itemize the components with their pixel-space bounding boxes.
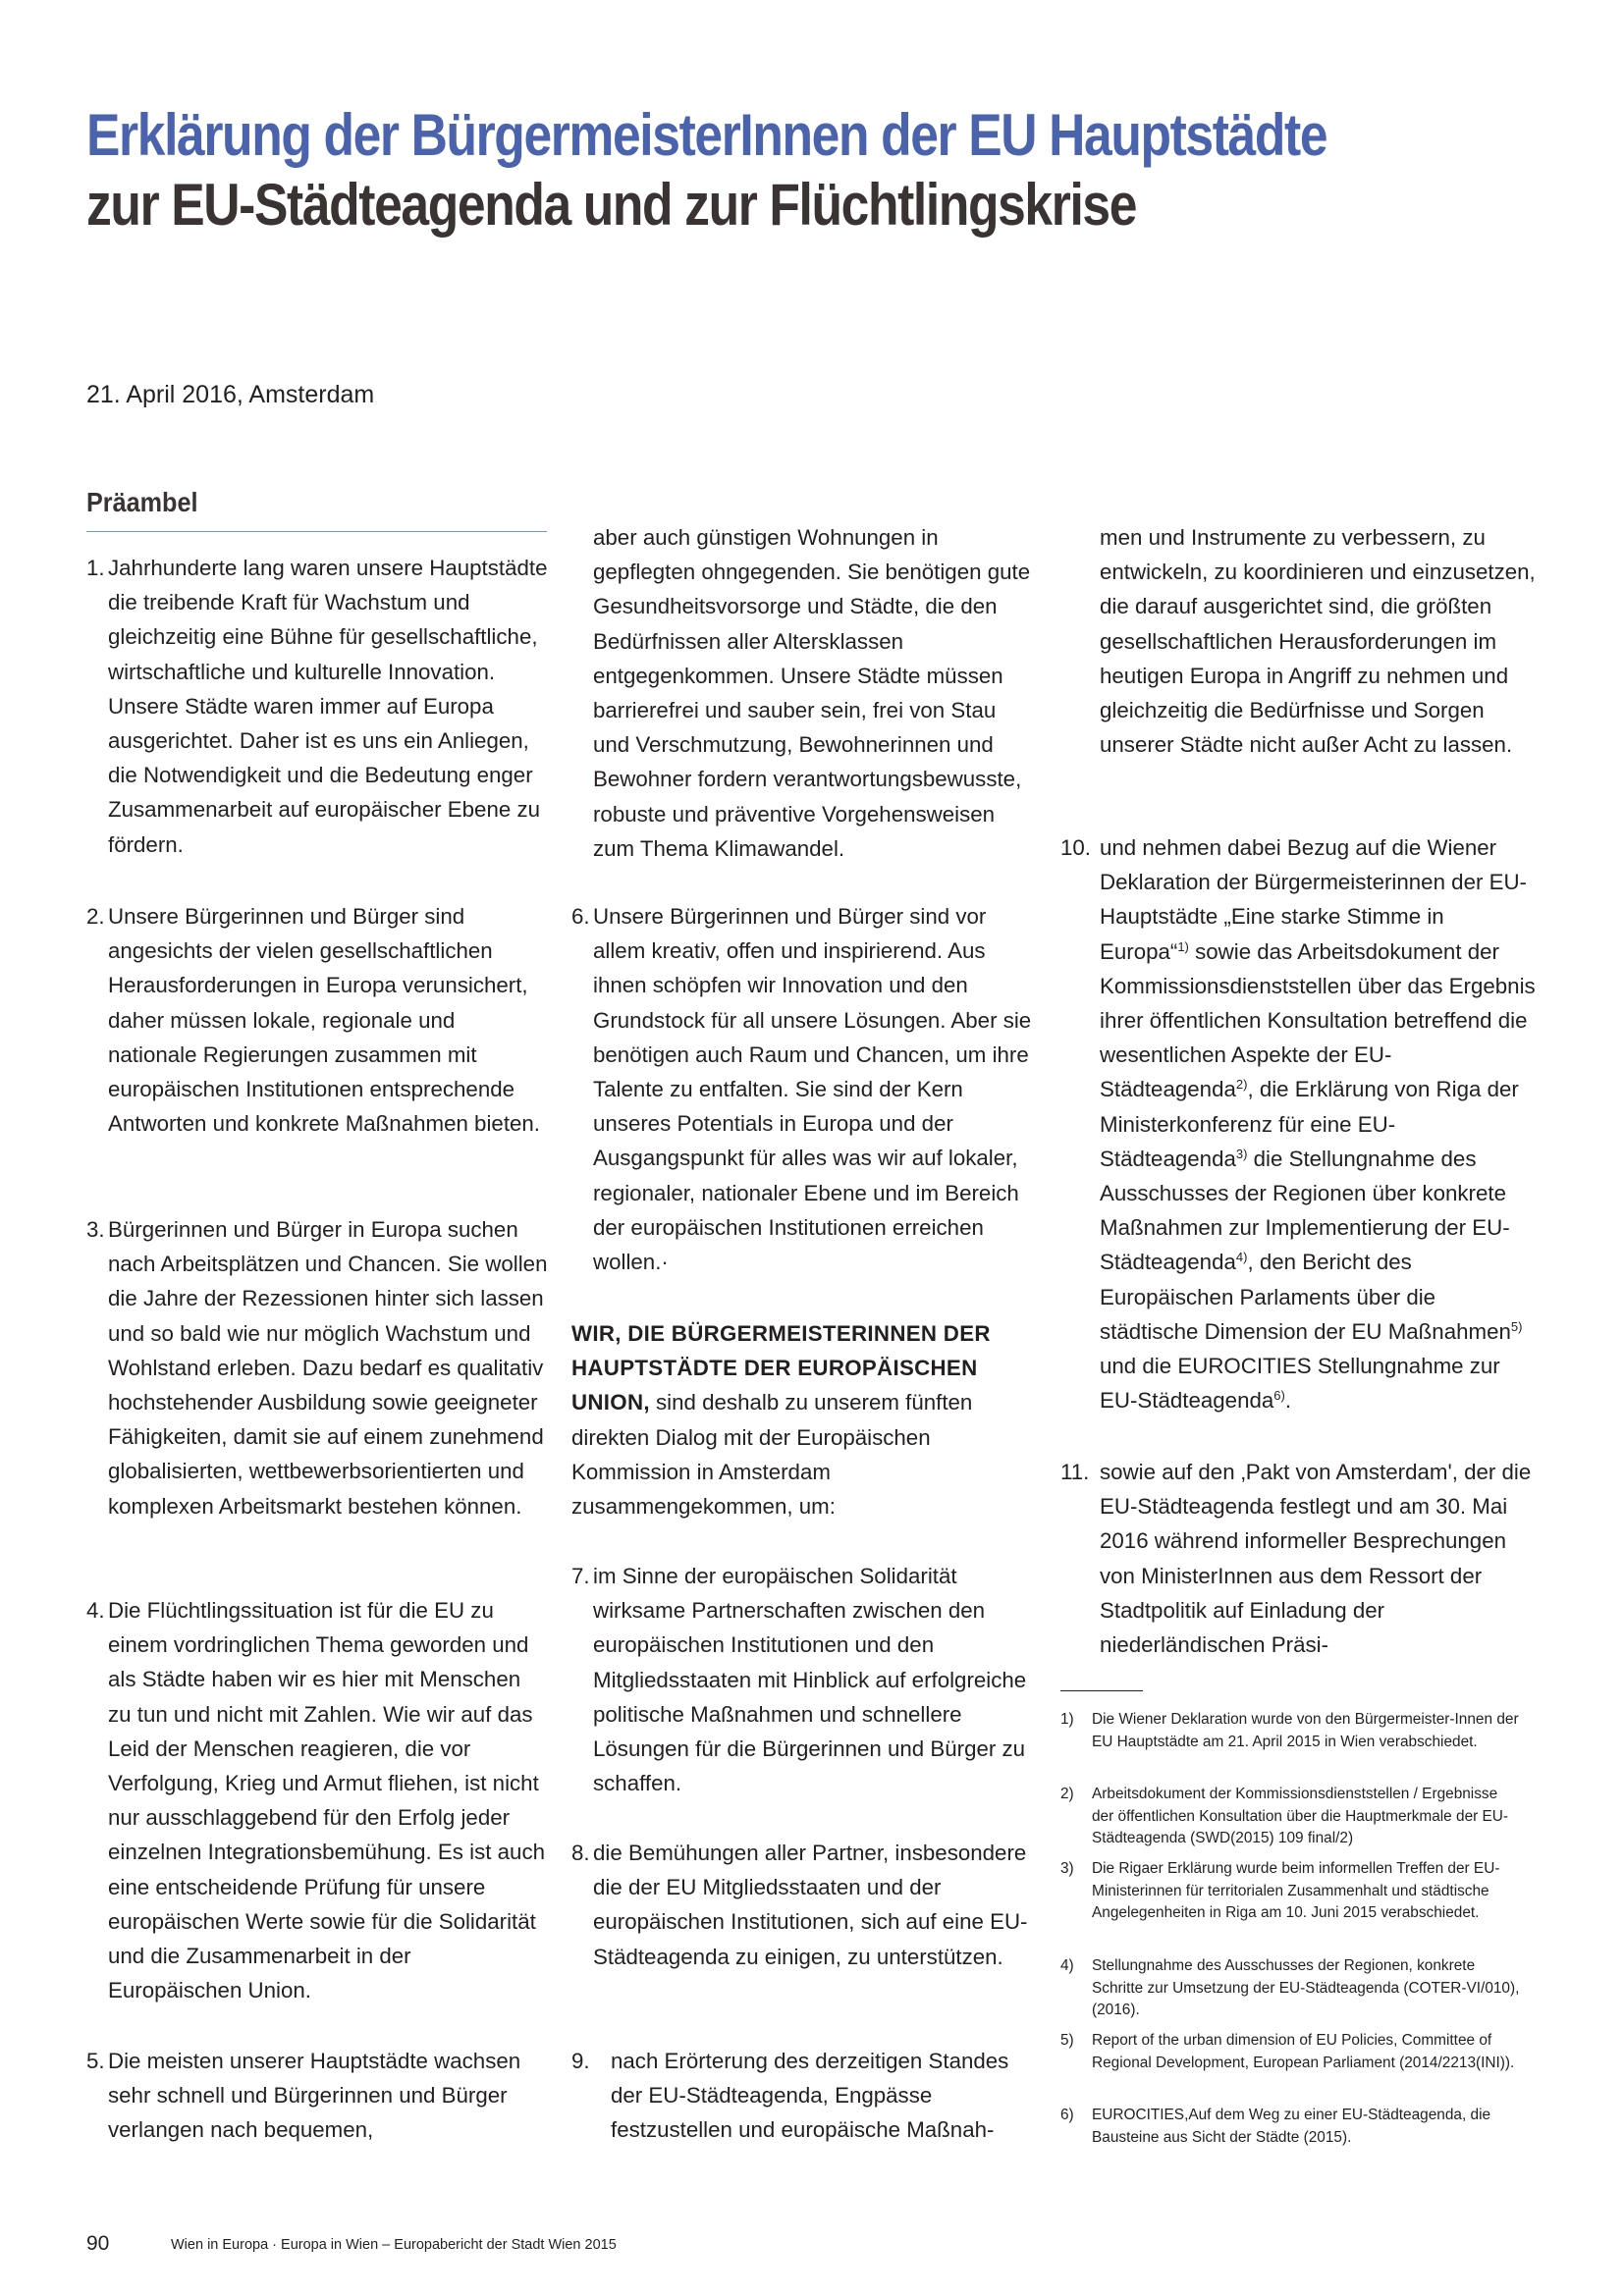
footnote-4 [1060,1955,1522,2022]
mayors-statement [571,1316,1038,1523]
list-item-8 [571,1836,1038,1974]
title-line-2: zur EU-Städteagenda und zur Flüchtlingskrise [86,172,1137,238]
item-text: Die meisten unserer Hauptstädte wachsen sehr schnell und Bürgerinnen und Bürger verlangen nach bequemen, [108,2049,521,2143]
list-item-7 [571,1559,1038,1800]
list-item-3 [86,1212,548,1523]
item-text: Unsere Bürgerinnen und Bürger sind vor allem kreativ, offen und inspirierend. Aus ihnen schöpfen wir Innovation und den Grundstock für all unsere Lösungen. Aber sie benötigen auch Raum und Chancen, um ihre Talente zu entfalten. Sie sind der Kern unseres Potentials in Europa und der Ausgangspunkt für alles was wir auf lokaler, regionaler, nationaler Ebene und im Bereich der europäischen Institutionen erreichen wollen.· [593,904,1032,1275]
item-10-text-6: und die EUROCITIES Stellungnahme zur EU-Städteagenda [1100,1354,1500,1414]
item-number: 10. [1060,835,1091,860]
footnote-number: 6) [1060,2107,1074,2123]
mayors-statement-rest: sind deshalb zu unserem fünften direkten Dialog mit der Europäischen Kommission in Amsterdam zusammengekommen, um: [571,1390,973,1520]
footnote-1 [1060,1709,1522,1753]
footnote-ref-6: 6) [1273,1388,1285,1404]
page-title [86,100,1353,240]
item-text: die Bemühungen aller Partner, insbesondere die der EU Mitgliedsstaaten und der europäischen Institutionen, sich auf eine EU-Städteagenda zu einigen, zu unterstützen. [593,1841,1028,1969]
footnote-number: 1) [1060,1711,1074,1728]
item-number: 9. [571,2049,590,2073]
item-10-text-5: , den Bericht des Europäischen Parlaments über die städtische Dimension der EU Maßnahmen [1100,1250,1511,1344]
footnote-text: Die Wiener Deklaration wurde von den Bürgermeister-Innen der EU Hauptstädte am 21. April 2015 in Wien verabschiedet. [1092,1711,1519,1750]
heading-rule [86,531,547,532]
item-10-text-3: , die Erklärung von Riga der Ministerkonferenz für eine EU-Städteagenda [1100,1077,1519,1171]
publication-title: Wien in Europa · Europa in Wien – Europabericht der Stadt Wien 2015 [171,2237,617,2253]
list-item-6 [571,899,1038,1279]
list-item-1 [86,551,548,862]
item-text: Bürgerinnen und Bürger in Europa suchen nach Arbeitsplätzen und Chancen. Sie wollen die Jahre der Rezessionen hinter sich lassen und so bald wie nur möglich Wachstum und Wohlstand erleben. Dazu bedarf es qualitativ hochstehender Ausbildung sowie geeigneter Fähigkeiten, damit sie auf einem zunehmend globalisierten, wettbewerbsorientierten und komplexen Arbeitsmarkt bestehen können. [108,1217,548,1519]
title-line-1: Erklärung der BürgermeisterInnen der EU Hauptstädte [86,102,1327,168]
item-10-text-7: . [1284,1388,1292,1414]
footnote-text: Report of the urban dimension of EU Policies, Committee of Regional Development, European Parliament (2014/2213(INI)). [1092,2032,1515,2071]
footnote-ref-1: 1) [1177,938,1189,954]
list-item-9 [571,2044,1038,2148]
list-item-11 [1060,1455,1537,1662]
item-text [1100,830,1537,1417]
preamble-heading: Präambel [86,487,198,517]
list-item-5 [86,2044,548,2148]
dateline: 21. April 2016, Amsterdam [86,381,375,408]
item-text: im Sinne der europäischen Solidarität wirksame Partnerschaften zwischen den europäischen Institutionen und den Mitgliedsstaaten mit Hinblick auf erfolgreiche politische Maßnahmen und schnellere Lösungen für die Bürgerinnen und Bürger zu schaffen. [593,1564,1027,1796]
item-10-text-2: sowie das Arbeitsdokument der Kommissionsdienststellen über das Ergebnis ihrer öffentlichen Konsultation betreffend die wesentlichen Aspekte der EU-Städteagenda [1100,938,1536,1102]
item-number: 3. [86,1217,105,1242]
item-10-text-4: die Stellungnahme des Ausschusses der Regionen über konkrete Maßnahmen zur Implementierung der EU-Städteagenda [1100,1146,1510,1275]
item-text: sowie auf den ‚Pakt von Amsterdam', der die EU-Städteagenda festlegt und am 30. Mai 2016 während informeller Besprechungen von MinisterInnen aus dem Ressort der Stadtpolitik auf Einladung der niederländischen Präsi- [1100,1460,1532,1658]
item-text: Die Flüchtlingssituation ist für die EU zu einem vordringlichen Thema geworden und als Städte haben wir es hier mit Menschen zu tun und nicht mit Zahlen. Wie wir auf das Leid der Menschen reagieren, die vor Verfolgung, Krieg und Armut fliehen, ist nicht nur ausschlaggebend für den Erfolg jeder einzelnen Integrationsbemühung. Es ist auch eine entscheidende Prüfung für unsere europäischen Werte sowie für die Solidarität und die Zusammenarbeit in der Europäischen Union. [108,1598,545,2003]
item-text: Jahrhunderte lang waren unsere Hauptstädte die treibende Kraft für Wachstum und gleichzeitig eine Bühne für gesellschaftliche, wirtschaftliche und kulturelle Innovation. Unsere Städte waren immer auf Europa ausgerichtet. Daher ist es uns ein Anliegen, die Notwendigkeit und die Bedeutung enger Zusammenarbeit auf europäischer Ebene zu fördern. [108,556,548,857]
footnote-rule [1060,1690,1143,1691]
item-number: 2. [86,904,105,929]
item-number: 6. [571,904,590,929]
item-text: Unsere Bürgerinnen und Bürger sind angesichts der vielen gesellschaftlichen Herausforderungen in Europa verunsichert, daher müssen lokale, regionale und nationale Regierungen zusammen mit europäischen Institutionen entsprechende Antworten und konkrete Maßnahmen bieten. [108,904,541,1137]
footnote-5 [1060,2030,1522,2074]
footnote-number: 3) [1060,1860,1074,1877]
item-number: 7. [571,1564,590,1588]
footnote-number: 4) [1060,1957,1074,1974]
list-item-2 [86,899,548,1141]
item-5-continued: aber auch günstigen Wohnungen in gepflegten ohngegenden. Sie benötigen gute Gesundheitsvorsorge und Städte, die den Bedürfnissen aller Altersklassen entgegenkommen. Unsere Städte müssen barrierefrei und sauber sein, frei von Stau und Verschmutzung, Bewohnerinnen und Bewohner fordern verantwortungsbewusste, robuste und präventive Vorgehensweisen zum Thema Klimawandel. [593,525,1031,861]
item-number: 11. [1060,1460,1090,1484]
item-number: 8. [571,1841,590,1865]
item-10-text-1: und nehmen dabei Bezug auf die Wiener Deklaration der Bürgermeisterinnen der EU-Hauptstädte „Eine starke Stimme in Europa“ [1100,835,1527,964]
footnote-ref-4: 4) [1235,1250,1248,1265]
footnote-text: Stellungnahme des Ausschusses der Regionen, konkrete Schritte zur Umsetzung der EU-Städteagenda (COTER-VI/010), (2016). [1092,1957,1520,2018]
footnote-ref-3: 3) [1235,1146,1248,1161]
page-number: 90 [86,2232,110,2255]
footnote-text: EUROCITIES,Auf dem Weg zu einer EU-Städteagenda, die Bausteine aus Sicht der Städte (2015). [1092,2107,1491,2146]
footnote-text: Die Rigaer Erklärung wurde beim informellen Treffen der EU-Ministerinnen für territorialen Zusammenhalt und städtische Angelegenheiten in Riga am 10. Juni 2015 verabschiedet. [1092,1860,1500,1921]
list-item-4 [86,1593,548,2007]
footnote-2 [1060,1784,1522,1850]
footnote-number: 2) [1060,1786,1074,1802]
list-item-10 [1060,830,1537,1417]
footnote-number: 5) [1060,2032,1074,2049]
footnote-ref-2: 2) [1235,1077,1248,1093]
item-number: 5. [86,2049,105,2073]
footnote-6 [1060,2105,1522,2149]
mayors-statement-bold: WIR, DIE BÜRGERMEISTERINNEN DER HAUPTSTÄDTE DER EUROPÄISCHEN UNION, [571,1321,991,1415]
item-text: nach Erörterung des derzeitigen Standes der EU-Städteagenda, Engpässe festzustellen und europäische Maßnah- [611,2049,1009,2143]
footnote-text: Arbeitsdokument der Kommissionsdienststellen / Ergebnisse der öffentlichen Konsultation über die Hauptmerkmale der EU-Städteagenda (SWD(2015) 109 final/2) [1092,1786,1509,1846]
footnote-3 [1060,1858,1522,1925]
item-9-continued: men und Instrumente zu verbessern, zu entwickeln, zu koordinieren und einzusetzen, die darauf ausgerichtet sind, die größten gesellschaftlichen Herausforderungen im heutigen Europa in Angriff zu nehmen und gleichzeitig die Bedürfnisse und Sorgen unserer Städte nicht außer Acht zu lassen. [1100,525,1536,758]
footnote-ref-5: 5) [1510,1318,1523,1334]
item-number: 4. [86,1598,105,1623]
item-number: 1. [86,556,105,580]
